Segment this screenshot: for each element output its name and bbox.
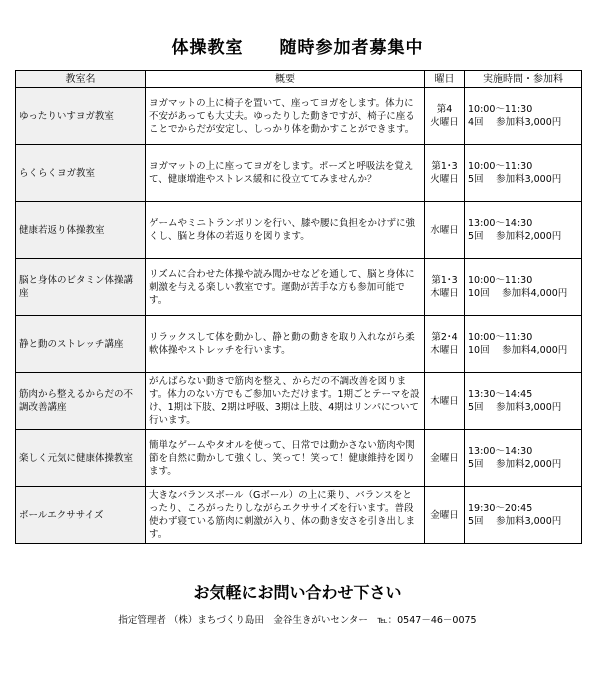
class-time-fee <box>465 259 582 316</box>
class-name: 脳と身体のビタミン体操講座 <box>16 259 146 316</box>
class-fee: 10回 参加料4,000円 <box>468 345 568 356</box>
table-row <box>16 259 582 316</box>
class-summary: ゲームやミニトランポリンを行い、膝や腰に負担をかけずに強くし、脳と身体の若返りを図ります。 <box>146 202 425 259</box>
class-fee: 5回 参加料3,000円 <box>468 402 562 413</box>
class-name: らくらくヨガ教室 <box>16 145 146 202</box>
day-line-1: 金曜日 <box>430 452 459 464</box>
class-time: 10:00～11:30 <box>468 332 533 343</box>
class-fee: 10回 参加料4,000円 <box>468 288 568 299</box>
class-fee: 5回 参加料2,000円 <box>468 459 562 470</box>
day-line-1: 木曜日 <box>430 395 459 407</box>
class-name: ボールエクササイズ <box>16 487 146 544</box>
class-fee: 5回 参加料2,000円 <box>468 231 562 242</box>
footer-contact-info: 指定管理者 （株）まちづくり島田 金谷生きがいセンター ℡：0547－46－0075 <box>118 615 477 626</box>
class-time: 13:30～14:45 <box>468 389 533 400</box>
class-day <box>425 316 465 373</box>
day-line-2: 木曜日 <box>430 345 459 356</box>
class-day <box>425 202 465 259</box>
day-line-2: 木曜日 <box>430 288 459 299</box>
class-time-fee <box>465 487 582 544</box>
class-time: 10:00～11:30 <box>468 275 533 286</box>
page-title: 体操教室 随時参加者募集中 <box>171 38 424 58</box>
day-line-1: 水曜日 <box>430 224 459 236</box>
class-summary: ヨガマットの上に座ってヨガをします。ポーズと呼吸法を覚えて、健康増進やストレス緩和に役立ててみませんか？ <box>146 145 425 202</box>
class-time-fee <box>465 202 582 259</box>
class-fee: 4回 参加料3,000円 <box>468 117 562 128</box>
table-row <box>16 145 582 202</box>
table-row <box>16 487 582 544</box>
class-name: ゆったりいすヨガ教室 <box>16 88 146 145</box>
class-day <box>425 430 465 487</box>
day-line-2: 火曜日 <box>430 174 459 185</box>
class-summary: リラックスして体を動かし、静と動の動きを取り入れながら柔軟体操やストレッチを行います。 <box>146 316 425 373</box>
class-fee: 5回 参加料3,000円 <box>468 516 562 527</box>
column-header-class-name: 教室名 <box>16 71 146 88</box>
table-row <box>16 430 582 487</box>
day-line-1: 第1･3 <box>431 161 458 172</box>
table-row <box>16 316 582 373</box>
day-line-2: 火曜日 <box>430 117 459 128</box>
class-time: 13:00～14:30 <box>468 218 533 229</box>
class-name: 筋肉から整えるからだの不調改善講座 <box>16 373 146 430</box>
class-time-fee <box>465 145 582 202</box>
class-day <box>425 259 465 316</box>
column-header-day: 曜日 <box>425 71 465 88</box>
day-line-1: 第1･3 <box>431 275 458 286</box>
class-day <box>425 487 465 544</box>
day-line-1: 金曜日 <box>430 509 459 521</box>
column-header-summary: 概要 <box>146 71 425 88</box>
table-header-row <box>16 71 582 88</box>
class-time: 10:00～11:30 <box>468 104 533 115</box>
class-summary: がんばらない動きで筋肉を整え、からだの不調改善を図ります。体力のない方でもご参加いただけます。1期ごとテーマを設け、1期は下肢、2期は呼吸、3期は上肢、4期はリンパについて行います。 <box>146 373 425 430</box>
table-row <box>16 202 582 259</box>
class-summary: 簡単なゲームやタオルを使って、日常では動かさない筋肉や関節を自然に動かして強くし、笑って！笑って！健康維持を図ります。 <box>146 430 425 487</box>
contact-call-to-action: お気軽にお問い合わせ下さい <box>193 583 402 602</box>
schedule-table <box>15 70 582 544</box>
class-name: 静と動のストレッチ講座 <box>16 316 146 373</box>
class-day <box>425 145 465 202</box>
class-time-fee <box>465 88 582 145</box>
class-name: 健康若返り体操教室 <box>16 202 146 259</box>
day-line-1: 第4 <box>436 104 453 115</box>
day-line-1: 第2･4 <box>431 332 458 343</box>
table-row <box>16 88 582 145</box>
class-name: 楽しく元気に健康体操教室 <box>16 430 146 487</box>
class-time: 13:00～14:30 <box>468 446 533 457</box>
class-day <box>425 373 465 430</box>
class-summary: リズムに合わせた体操や読み聞かせなどを通して、脳と身体に刺激を与える楽しい教室です。運動が苦手な方も参加可能です。 <box>146 259 425 316</box>
class-fee: 5回 参加料3,000円 <box>468 174 562 185</box>
class-summary: ヨガマットの上に椅子を置いて、座ってヨガをします。体力に不安があっても大丈夫。ゆったりした動きですが、椅子に座ることでからだが安定し、しっかり体を動かすことができます。 <box>146 88 425 145</box>
class-time-fee <box>465 430 582 487</box>
class-time: 19:30～20:45 <box>468 503 533 514</box>
class-summary: 大きなバランスボール（Gボール）の上に乗り、バランスをとったり、ころがったりしながらエクササイズを行います。普段使わず寝ている筋肉に刺激が入り、体の動き安さを引き出します。 <box>146 487 425 544</box>
class-time-fee <box>465 373 582 430</box>
class-day <box>425 88 465 145</box>
class-time-fee <box>465 316 582 373</box>
table-row <box>16 373 582 430</box>
column-header-time-fee: 実施時間・参加料 <box>465 71 582 88</box>
class-time: 10:00～11:30 <box>468 161 533 172</box>
